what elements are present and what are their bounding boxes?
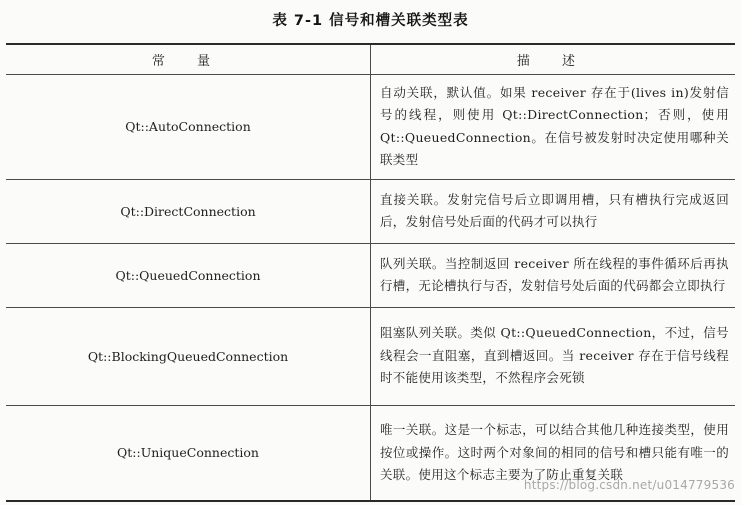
description-cell: 直接关联。发射完信号后立即调用槽，只有槽执行完成返回后，发射信号处后面的代码才可以执行 (371, 179, 736, 243)
table-header-row (6, 44, 735, 74)
constant-cell: Qt::DirectConnection (6, 179, 371, 243)
connection-types-table (6, 43, 735, 502)
constant-cell: Qt::UniqueConnection (6, 405, 371, 501)
constant-cell: Qt::BlockingQueuedConnection (6, 307, 371, 405)
constant-cell: Qt::QueuedConnection (6, 243, 371, 307)
table-row (6, 307, 735, 405)
constant-cell: Qt::AutoConnection (6, 74, 371, 179)
description-cell: 自动关联，默认值。如果 receiver 存在于(lives in)发射信号的线程，则使用 Qt::DirectConnection；否则，使用 Qt::QueuedConnection。在信号被发射时决定使用哪种关联类型 (371, 74, 736, 179)
table-row (6, 179, 735, 243)
table-row (6, 243, 735, 307)
description-cell: 队列关联。当控制返回 receiver 所在线程的事件循环后再执行槽，无论槽执行与否，发射信号处后面的代码都会立即执行 (371, 243, 736, 307)
description-cell: 唯一关联。这是一个标志，可以结合其他几种连接类型，使用按位或操作。这时两个对象间的相同的信号和槽只能有唯一的关联。使用这个标志主要为了防止重复关联 (371, 405, 736, 501)
header-description: 描 述 (371, 44, 736, 74)
table-row (6, 74, 735, 179)
description-cell: 阻塞队列关联。类似 Qt::QueuedConnection，不过，信号线程会一直阻塞，直到槽返回。当 receiver 存在于信号线程时不能使用该类型，不然程序会死锁 (371, 307, 736, 405)
table-caption: 表 7-1 信号和槽关联类型表 (272, 13, 469, 29)
header-constant: 常 量 (6, 44, 371, 74)
watermark: https://blog.csdn.net/u014779536 (523, 478, 735, 492)
